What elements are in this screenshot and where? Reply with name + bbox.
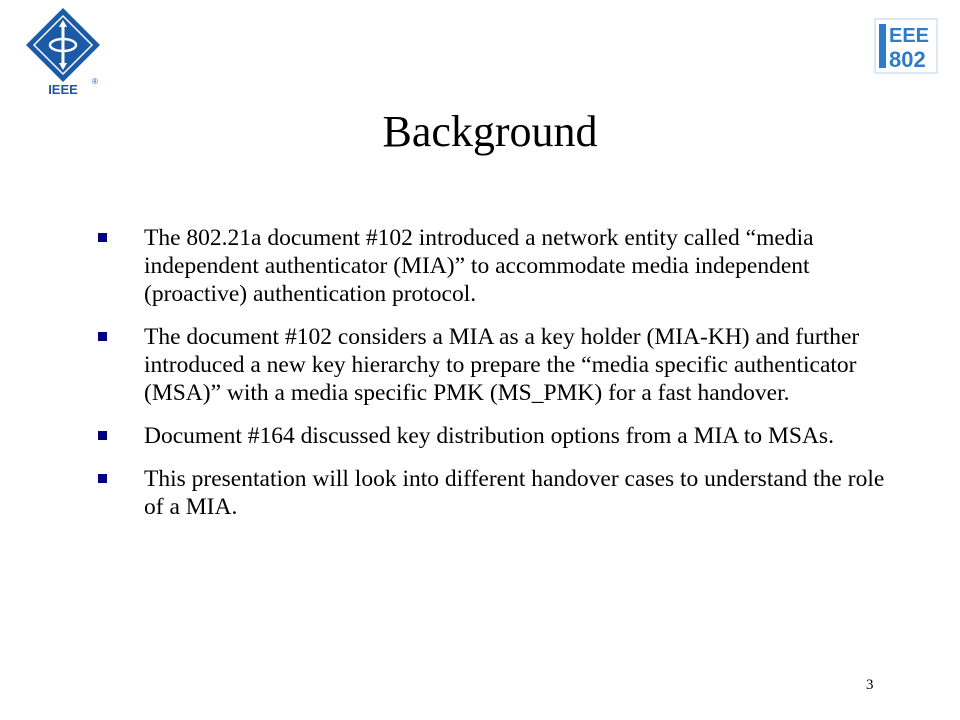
ieee-802-logo-top-text: EEE — [889, 25, 930, 47]
ieee-logo — [20, 6, 106, 96]
bullet-list — [98, 224, 888, 536]
bullet-item — [98, 323, 888, 407]
ieee-802-logo-bottom-text: 802 — [889, 47, 926, 72]
page-number: 3 — [866, 677, 874, 693]
square-bullet-icon — [98, 233, 107, 242]
svg-text:®: ® — [92, 77, 98, 86]
bullet-text: This presentation will look into different handover cases to understand the role of a MIA. — [144, 466, 885, 520]
bullet-text: The document #102 considers a MIA as a key holder (MIA-KH) and further introduced a new key hierarchy to prepare the “media specific authenticator (MSA)” with a media specific PMK (MS_PMK) for a fast handover. — [144, 324, 860, 406]
bullet-item — [98, 422, 888, 450]
bullet-text: Document #164 discussed key distribution options from a MIA to MSAs. — [144, 423, 834, 449]
bullet-item — [98, 465, 888, 521]
slide-title: Background — [382, 107, 598, 156]
square-bullet-icon — [98, 431, 107, 440]
ieee-logo-text: IEEE — [48, 82, 78, 96]
square-bullet-icon — [98, 474, 107, 483]
ieee-diamond-icon — [26, 8, 100, 82]
bullet-text: The 802.21a document #102 introduced a network entity called “media independent authenticator (MIA)” to accommodate media independent (proactive) authentication protocol. — [144, 225, 814, 307]
ieee-802-logo — [874, 18, 938, 74]
square-bullet-icon — [98, 332, 107, 341]
bullet-item — [98, 224, 888, 308]
